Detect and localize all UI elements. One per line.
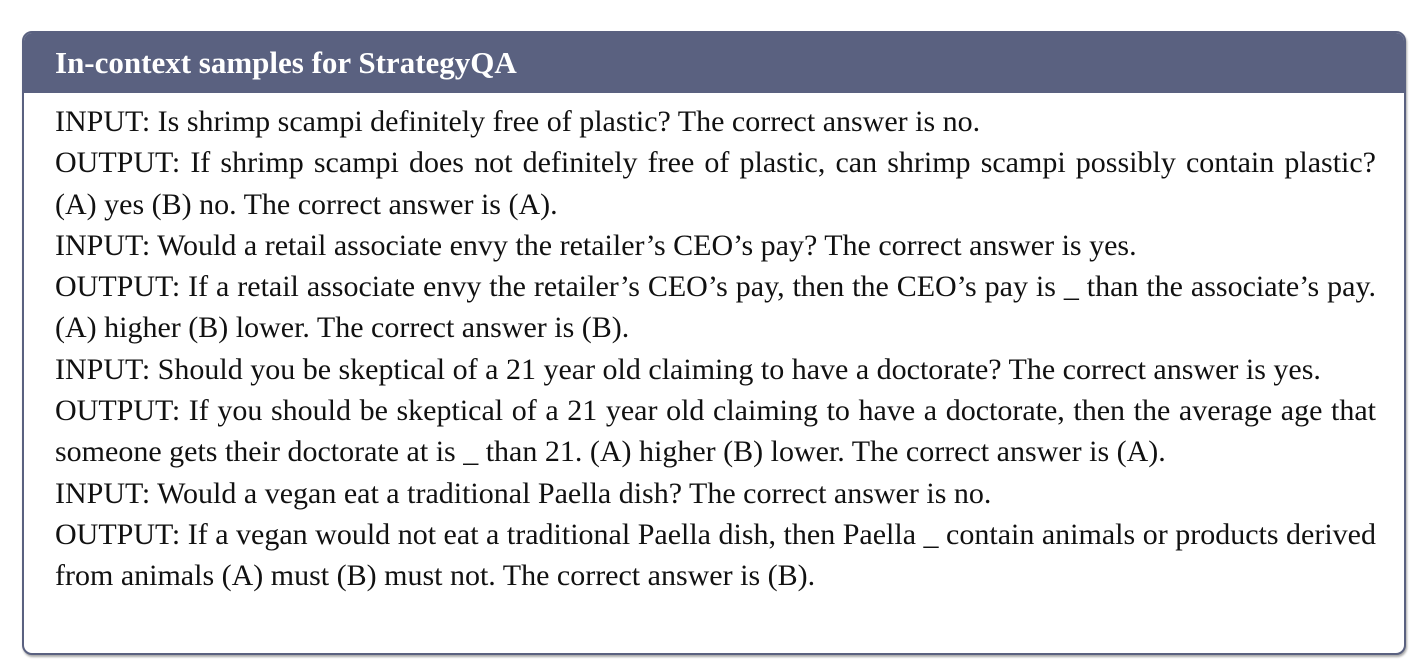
entry-tag: INPUT: bbox=[55, 476, 151, 510]
entry-text: If a retail associate envy the retailer’s CEO’s pay, then the CEO’s pay is _ than the associate’s pay. (A) higher (B) lower. The correct answer is (B). bbox=[55, 270, 1377, 345]
entry-tag: INPUT: bbox=[55, 228, 151, 262]
entry-tag: INPUT: bbox=[55, 105, 151, 138]
output-entry-3 bbox=[55, 390, 1376, 473]
output-entry-1 bbox=[55, 142, 1376, 225]
box-title: In-context samples for StrategyQA bbox=[55, 45, 517, 80]
entry-text: Is shrimp scampi definitely free of plastic? The correct answer is no. bbox=[157, 105, 981, 138]
entry-tag: INPUT: bbox=[55, 352, 151, 386]
entry-tag: OUTPUT: bbox=[55, 146, 181, 180]
entry-text: If you should be skeptical of a 21 year old claiming to have a doctorate, then the average age that someone gets their doctorate at is _ than 21. (A) higher (B) lower. The correct answer is (A). bbox=[55, 394, 1376, 469]
box-header bbox=[24, 33, 1404, 93]
entry-text: Would a vegan eat a traditional Paella dish? The correct answer is no. bbox=[157, 476, 992, 510]
entry-tag: OUTPUT: bbox=[55, 517, 181, 551]
entry-text: If a vegan would not eat a traditional Paella dish, then Paella _ contain animals or products derived from animals (A) must (B) must not. The correct answer is (B). bbox=[55, 517, 1377, 593]
output-entry-2 bbox=[55, 266, 1376, 349]
samples-box bbox=[22, 31, 1406, 655]
output-entry-4 bbox=[55, 514, 1376, 597]
entry-tag: OUTPUT: bbox=[55, 394, 181, 428]
input-entry-4 bbox=[55, 473, 1376, 514]
entry-text: If shrimp scampi does not definitely free of plastic, can shrimp scampi possibly contain plastic? (A) yes (B) no. The correct answer is (A). bbox=[55, 146, 1376, 221]
input-entry-1 bbox=[55, 101, 1376, 142]
entry-text: Would a retail associate envy the retailer’s CEO’s pay? The correct answer is yes. bbox=[157, 228, 1137, 262]
input-entry-2 bbox=[55, 225, 1376, 266]
input-entry-3 bbox=[55, 349, 1376, 390]
entry-tag: OUTPUT: bbox=[55, 270, 181, 304]
box-body bbox=[24, 93, 1404, 597]
entry-text: Should you be skeptical of a 21 year old claiming to have a doctorate? The correct answer is yes. bbox=[157, 352, 1321, 386]
